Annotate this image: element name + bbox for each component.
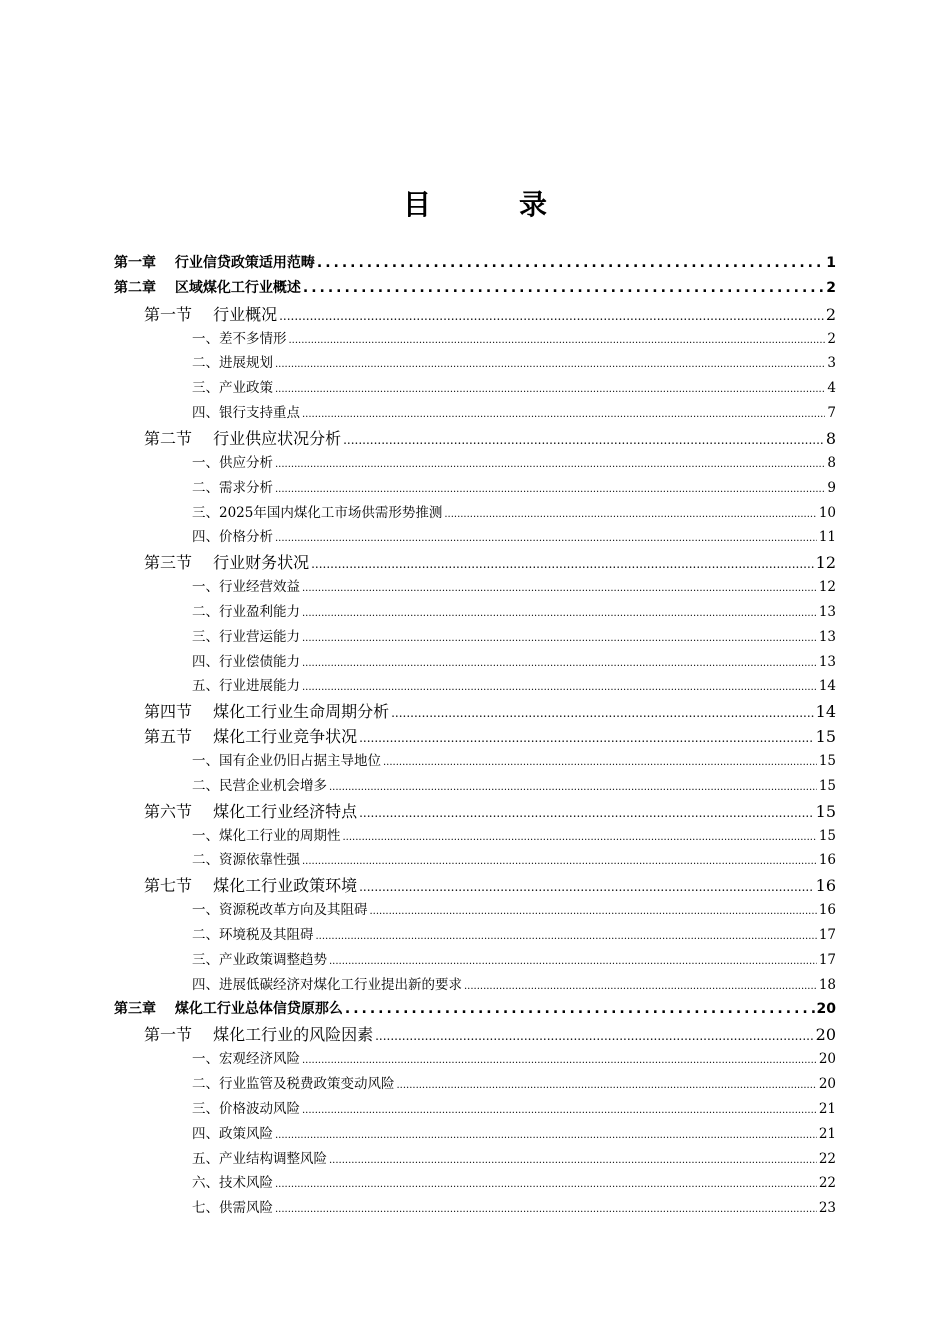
toc-entry-label: 三、2025年国内煤化工市场供需形势推测 [192, 504, 443, 521]
toc-entry-label: 第一节 行业概况 [144, 304, 278, 324]
toc-entry-label: 第三章 煤化工行业总体信贷原那么 [114, 1000, 343, 1017]
toc-entry-page-number: 20 [818, 1051, 836, 1068]
toc-entry-level3[interactable] [192, 401, 836, 423]
dot-leader [275, 1130, 817, 1141]
dot-leader [279, 309, 824, 323]
toc-entry-page-number: 15 [815, 801, 836, 821]
toc-entry-level3[interactable] [192, 923, 836, 945]
toc-entry-page-number: 14 [815, 702, 836, 722]
toc-entry-label: 一、资源税改革方向及其阻碍 [192, 902, 368, 919]
toc-entry-level3[interactable] [192, 351, 836, 373]
dot-leader [375, 1029, 814, 1043]
toc-entry-page-number: 12 [815, 553, 836, 573]
toc-entry-label: 一、供应分析 [192, 454, 273, 471]
dot-leader [329, 782, 817, 793]
toc-entry-page-number: 13 [818, 653, 836, 670]
toc-entry-page-number: 12 [818, 579, 836, 596]
toc-entry-level3[interactable] [192, 674, 836, 696]
toc-entry-page-number: 1 [826, 255, 836, 271]
dot-leader [391, 706, 814, 720]
toc-entry-level2[interactable] [144, 799, 836, 821]
dot-leader [302, 682, 817, 693]
toc-entry-level3[interactable] [192, 575, 836, 597]
toc-entry-label: 五、产业结构调整风险 [192, 1150, 327, 1167]
toc-entry-page-number: 20 [815, 1025, 836, 1045]
toc-entry-level3[interactable] [192, 824, 836, 846]
toc-entry-label: 第一章 行业信贷政策适用范畴 [114, 255, 315, 271]
dot-leader [383, 757, 817, 768]
dot-leader [275, 359, 825, 370]
toc-entry-page-number: 21 [818, 1125, 836, 1142]
toc-entry-level2[interactable] [144, 699, 836, 721]
toc-entry-page-number: 13 [818, 603, 836, 620]
toc-entry-label: 二、资源依靠性强 [192, 852, 300, 869]
toc-entry-page-number: 17 [818, 926, 836, 943]
toc-entry-level2[interactable] [144, 1022, 836, 1044]
toc-entry-label: 七、供需风险 [192, 1200, 273, 1217]
dot-leader [302, 583, 817, 594]
toc-entry-label: 第二节 行业供应状况分析 [144, 428, 342, 448]
dot-leader [311, 557, 814, 571]
toc-entry-level3[interactable] [192, 451, 836, 473]
toc-entry-page-number: 13 [818, 628, 836, 645]
toc-entry-label: 四、银行支持重点 [192, 405, 300, 422]
dot-leader [359, 806, 814, 820]
dot-leader [275, 484, 825, 495]
dot-leader [275, 459, 825, 470]
page-title: 目 录 [402, 188, 577, 221]
toc-entry-page-number: 15 [818, 753, 836, 769]
toc-entry-page-number: 11 [818, 529, 836, 546]
toc-entry-label: 一、国有企业仍旧占据主导地位 [192, 753, 381, 769]
dot-leader [343, 433, 824, 447]
dot-leader [302, 608, 817, 619]
toc-entry-label: 三、产业政策 [192, 380, 273, 397]
toc-entry-level2[interactable] [144, 873, 836, 895]
toc-entry-page-number: 7 [827, 405, 836, 422]
dot-leader [275, 533, 817, 544]
dot-leader [345, 1001, 815, 1017]
toc-entry-page-number: 23 [818, 1200, 836, 1217]
dot-leader [343, 832, 817, 843]
dot-leader [275, 384, 825, 395]
toc-entry-level3[interactable] [192, 600, 836, 622]
toc-entry-label: 第四节 煤化工行业生命周期分析 [144, 702, 390, 722]
toc-entry-label: 五、行业进展能力 [192, 678, 300, 695]
toc-entry-level3[interactable] [192, 650, 836, 672]
toc-entry-page-number: 18 [818, 976, 836, 993]
dot-leader [359, 731, 814, 745]
dot-leader [329, 956, 817, 967]
dot-leader [302, 1055, 817, 1066]
dot-leader [302, 1105, 817, 1116]
toc-entry-page-number: 20 [816, 1000, 836, 1017]
toc-entry-label: 四、行业偿债能力 [192, 653, 300, 670]
toc-entry-page-number: 3 [827, 355, 836, 372]
toc-entry-page-number: 4 [827, 380, 836, 397]
toc-entry-level3[interactable] [192, 1047, 836, 1069]
toc-entry-level3[interactable] [192, 376, 836, 398]
toc-entry-level3[interactable] [192, 1072, 836, 1094]
toc-entry-page-number: 2 [827, 330, 836, 347]
dot-leader [397, 1080, 817, 1091]
toc-entry-label: 第二章 区域煤化工行业概述 [114, 279, 301, 296]
toc-entry-page-number: 16 [818, 852, 836, 869]
toc-entry-level3[interactable] [192, 1147, 836, 1169]
toc-entry-label: 二、需求分析 [192, 479, 273, 496]
toc-entry-page-number: 8 [827, 454, 836, 471]
toc-entry-label: 二、民营企业机会增多 [192, 777, 327, 794]
dot-leader [329, 1155, 817, 1166]
toc-entry-label: 第五节 煤化工行业竞争状况 [144, 727, 358, 747]
toc-entry-label: 一、差不多情形 [192, 330, 287, 347]
toc-entry-level2[interactable] [144, 724, 836, 746]
toc-entry-level3[interactable] [192, 1122, 836, 1144]
toc-entry-level3[interactable] [192, 1196, 836, 1218]
toc-entry-level2[interactable] [144, 302, 836, 324]
dot-leader [359, 880, 814, 894]
dot-leader [302, 633, 817, 644]
toc-entry-label: 四、政策风险 [192, 1125, 273, 1142]
toc-entry-page-number: 2 [825, 304, 836, 324]
toc-entry-level3[interactable] [192, 327, 836, 349]
toc-entry-level3[interactable] [192, 948, 836, 970]
toc-entry-label: 第七节 煤化工行业政策环境 [144, 876, 358, 896]
toc-entry-label: 三、价格波动风险 [192, 1100, 300, 1117]
dot-leader [289, 335, 826, 346]
dot-leader [316, 931, 817, 942]
dot-leader [302, 409, 825, 420]
toc-entry-label: 第一节 煤化工行业的风险因素 [144, 1025, 374, 1045]
dot-leader [275, 1179, 817, 1190]
dot-leader [464, 981, 817, 992]
toc-entry-label: 三、产业政策调整趋势 [192, 951, 327, 968]
toc-entry-level3[interactable] [192, 525, 836, 547]
toc-entry-level3[interactable] [192, 476, 836, 498]
toc-entry-label: 三、行业营运能力 [192, 628, 300, 645]
toc-entry-page-number: 14 [818, 678, 836, 695]
toc-entry-level3[interactable] [192, 848, 836, 870]
toc-entry-page-number: 16 [815, 876, 836, 896]
toc-entry-level3[interactable] [192, 1097, 836, 1119]
toc-entry-level1[interactable] [114, 277, 836, 299]
toc-entry-level1[interactable] [114, 252, 836, 274]
toc-entry-label: 四、进展低碳经济对煤化工行业提出新的要求 [192, 976, 462, 993]
dot-leader [303, 280, 824, 296]
toc-entry-page-number: 17 [818, 951, 836, 968]
toc-entry-page-number: 22 [818, 1175, 836, 1192]
toc-entry-page-number: 10 [818, 504, 836, 521]
dot-leader [444, 509, 816, 520]
dot-leader [302, 658, 817, 669]
toc-entry-level3[interactable] [192, 625, 836, 647]
toc-entry-page-number: 15 [818, 827, 836, 844]
toc-entry-label: 二、行业盈利能力 [192, 603, 300, 620]
toc-entry-level3[interactable] [192, 749, 836, 771]
toc-entry-level2[interactable] [144, 426, 836, 448]
toc-entry-page-number: 15 [815, 727, 836, 747]
toc-entry-label: 四、价格分析 [192, 529, 273, 546]
toc-entry-label: 二、环境税及其阻碍 [192, 926, 314, 943]
toc-entry-label: 六、技术风险 [192, 1175, 273, 1192]
dot-leader [275, 1204, 817, 1215]
toc-entry-label: 一、宏观经济风险 [192, 1051, 300, 1068]
toc-entry-page-number: 9 [827, 479, 836, 496]
toc-entry-level3[interactable] [192, 501, 836, 523]
toc-entry-level3[interactable] [192, 973, 836, 995]
dot-leader [317, 255, 824, 271]
toc-entry-label: 二、进展规划 [192, 355, 273, 372]
toc-entry-page-number: 16 [818, 902, 836, 919]
toc-entry-page-number: 21 [818, 1100, 836, 1117]
toc-entry-level3[interactable] [192, 1171, 836, 1193]
toc-entry-label: 一、行业经营效益 [192, 579, 300, 596]
toc-entry-label: 第三节 行业财务状况 [144, 553, 310, 573]
toc-entry-page-number: 15 [818, 777, 836, 794]
toc-entry-page-number: 8 [825, 428, 836, 448]
toc-entry-level2[interactable] [144, 550, 836, 572]
toc-entry-level3[interactable] [192, 774, 836, 796]
toc-entry-page-number: 20 [818, 1076, 836, 1093]
toc-entry-page-number: 2 [826, 279, 836, 296]
toc-entry-label: 二、行业监管及税费政策变动风险 [192, 1076, 395, 1093]
dot-leader [302, 856, 817, 867]
toc-entry-label: 第六节 煤化工行业经济特点 [144, 801, 358, 821]
toc-entry-label: 一、煤化工行业的周期性 [192, 827, 341, 844]
toc-entry-page-number: 22 [818, 1150, 836, 1167]
toc-entry-level1[interactable] [114, 998, 836, 1020]
toc-entry-level3[interactable] [192, 898, 836, 920]
dot-leader [370, 906, 817, 917]
